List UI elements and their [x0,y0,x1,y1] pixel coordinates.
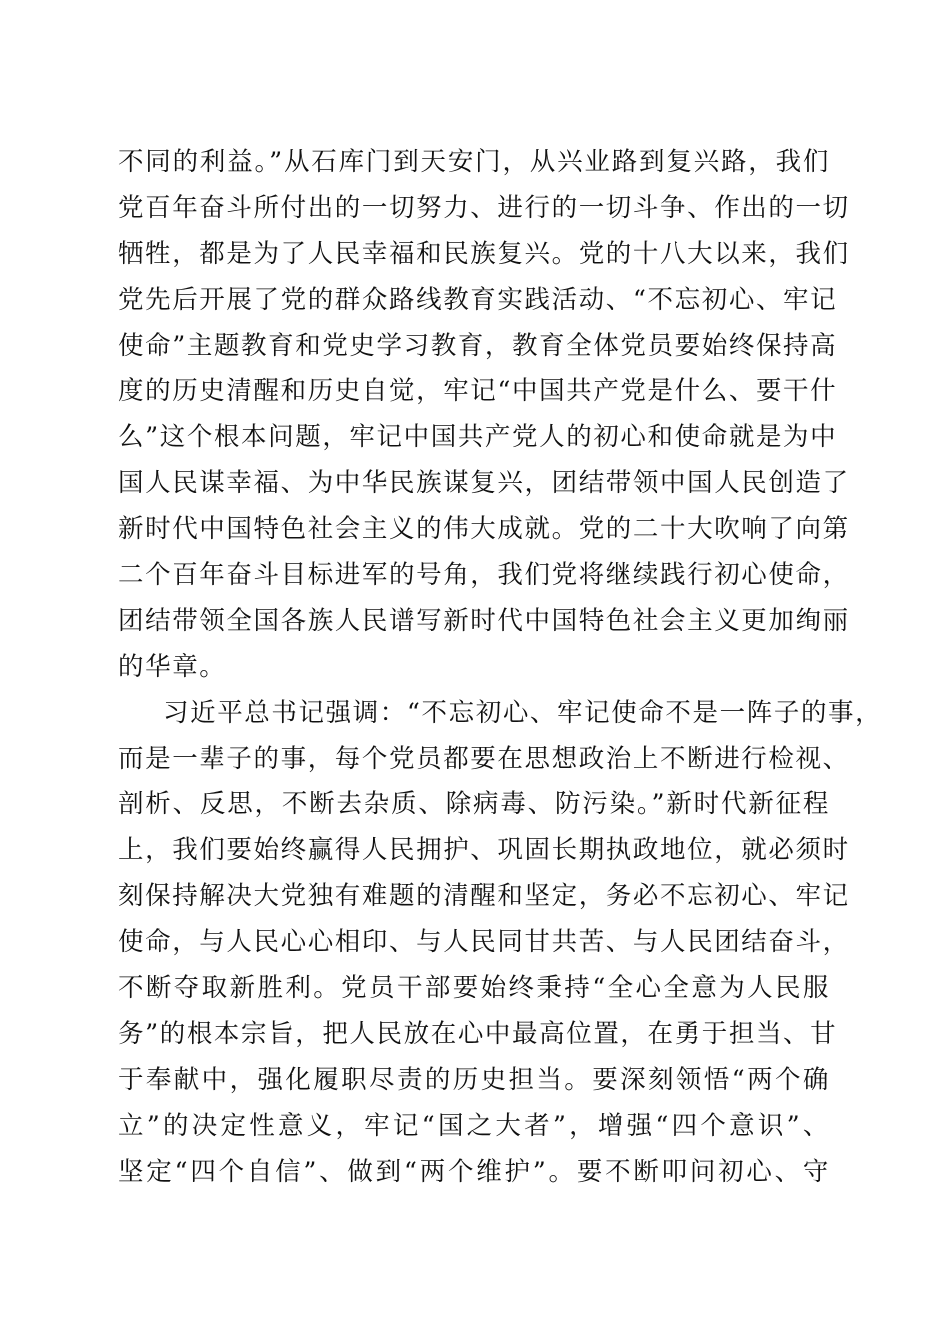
text-line: 么”这个根本问题，牢记中国共产党人的初心和使命就是为中 [118,422,838,453]
text-line: 刻保持解决大党独有难题的清醒和坚定，务必不忘初心、牢记 [118,881,850,912]
paragraph-2 [118,691,883,1196]
text-line: 牺牲，都是为了人民幸福和民族复兴。党的十八大以来，我们 [118,238,850,269]
document-body [118,140,883,1195]
text-line: 使命”主题教育和党史学习教育，教育全体党员要始终保持高 [118,330,838,361]
text-line: 国人民谋幸福、为中华民族谋复兴，团结带领中国人民创造了 [118,468,850,499]
text-line: 新时代中国特色社会主义的伟大成就。党的二十大吹响了向第 [118,514,850,545]
text-line: 于奉献中，强化履职尽责的历史担当。要深刻领悟“两个确 [118,1064,830,1095]
text-line: 而是一辈子的事，每个党员都要在思想政治上不断进行检视、 [118,743,850,774]
text-line: 剖析、反思，不断去杂质、除病毒、防污染。”新时代新征程 [118,789,830,820]
text-line: 团结带领全国各族人民谱写新时代中国特色社会主义更加绚丽 [118,605,850,636]
text-line: 的华章。 [118,651,227,682]
text-line: 党百年奋斗所付出的一切努力、进行的一切斗争、作出的一切 [118,192,850,223]
text-line: 党先后开展了党的群众路线教育实践活动、“不忘初心、牢记 [118,284,838,315]
paragraph-1 [118,140,850,691]
text-line: 度的历史清醒和历史自觉，牢记“中国共产党是什么、要干什 [118,376,838,407]
text-line: 务”的根本宗旨，把人民放在心中最高位置，在勇于担当、甘 [118,1018,838,1049]
text-line: 坚定“四个自信”、做到“两个维护”。要不断叩问初心、守 [118,1156,830,1187]
text-line: 上，我们要始终赢得人民拥护、巩固长期执政地位，就必须时 [118,835,850,866]
text-line: 不断夺取新胜利。党员干部要始终秉持“全心全意为人民服 [118,973,830,1004]
text-line: 使命，与人民心心相印、与人民同甘共苦、与人民团结奋斗， [118,927,850,958]
text-line: 立”的决定性意义，牢记“国之大者”，增强“四个意识”、 [118,1110,830,1141]
text-line: 习近平总书记强调：“不忘初心、牢记使命不是一阵子的事， [163,697,883,728]
text-line: 二个百年奋斗目标进军的号角，我们党将继续践行初心使命， [118,560,850,591]
text-line: 不同的利益。”从石库门到天安门，从兴业路到复兴路，我们 [118,147,830,177]
